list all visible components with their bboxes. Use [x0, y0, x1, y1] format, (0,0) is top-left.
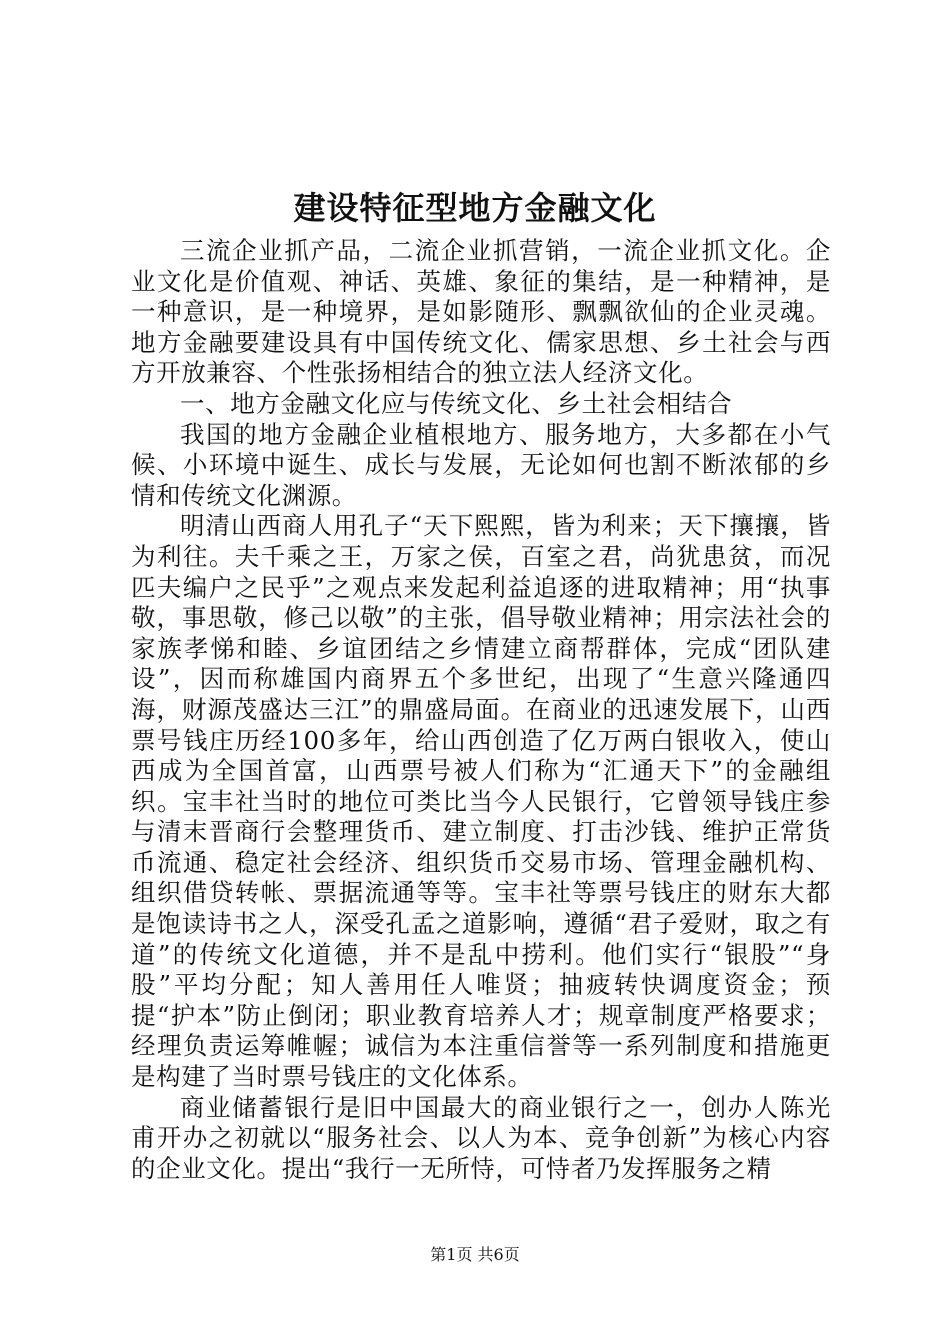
- section-heading-1: 一、地方金融文化应与传统文化、乡土社会相结合: [180, 388, 733, 418]
- document-body: [131, 236, 831, 1184]
- paragraph-intro: 三流企业抓产品，二流企业抓营销，一流企业抓文化。企业文化是价值观、神话、英雄、象征的集结，是一种精神，是一种意识，是一种境界，是如影随形、飘飘欲仙的企业灵魂。地方金融要建设具有中国传统文化、儒家思想、乡土社会与西方开放兼容、个性张扬相结合的独立法人经济文化。: [131, 236, 831, 388]
- paragraph-commercial-savings-bank: 商业储蓄银行是旧中国最大的商业银行之一，创办人陈光甫开办之初就以“服务社会、以人为本、竞争创新”为核心内容的企业文化。提出“我行一无所恃，可恃者乃发挥服务之精: [131, 1092, 831, 1183]
- paragraph-shanxi-merchants: 明清山西商人用孔子“天下熙熙，皆为利来；天下攘攘，皆为利往。夫千乘之王，万家之侯，百室之君，尚犹患贫，而况匹夫编户之民乎”之观点来发起利益追逐的进取精神；用“执事敬，事思敬，修己以敬”的主张，倡导敬业精神；用宗法社会的家族孝悌和睦、乡谊团结之乡情建立商帮群体，完成“团队建设”，因而称雄国内商界五个多世纪，出现了“生意兴隆通四海，财源茂盛达三江”的鼎盛局面。在商业的迅速发展下，山西票号钱庄历经100多年，给山西创造了亿万两白银收入，使山西成为全国首富，山西票号被人们称为“汇通天下”的金融组织。宝丰社当时的地位可类比当今人民银行，它曾领导钱庄参与清末晋商行会整理货币、建立制度、打击沙钱、维护正常货币流通、稳定社会经济、组织货币交易市场、管理金融机构、组织借贷转帐、票据流通等等。宝丰社等票号钱庄的财东大都是饱读诗书之人，深受孔孟之道影响，遵循“君子爱财，取之有道”的传统文化道德，并不是乱中捞利。他们实行“银股”“身股”平均分配；知人善用任人唯贤；抽疲转快调度资金；预提“护本”防止倒闭；职业教育培养人才；规章制度严格要求；经理负责运筹帷幄；诚信为本注重信誉等一系列制度和措施更是构建了当时票号钱庄的文化体系。: [131, 511, 831, 1092]
- paragraph-local-roots: 我国的地方金融企业植根地方、服务地方，大多都在小气候、小环境中诞生、成长与发展，无论如何也割不断浓郁的乡情和传统文化渊源。: [131, 419, 831, 510]
- page-footer: 第1页 共6页: [430, 1245, 520, 1264]
- page-title: 建设特征型地方金融文化: [293, 189, 657, 227]
